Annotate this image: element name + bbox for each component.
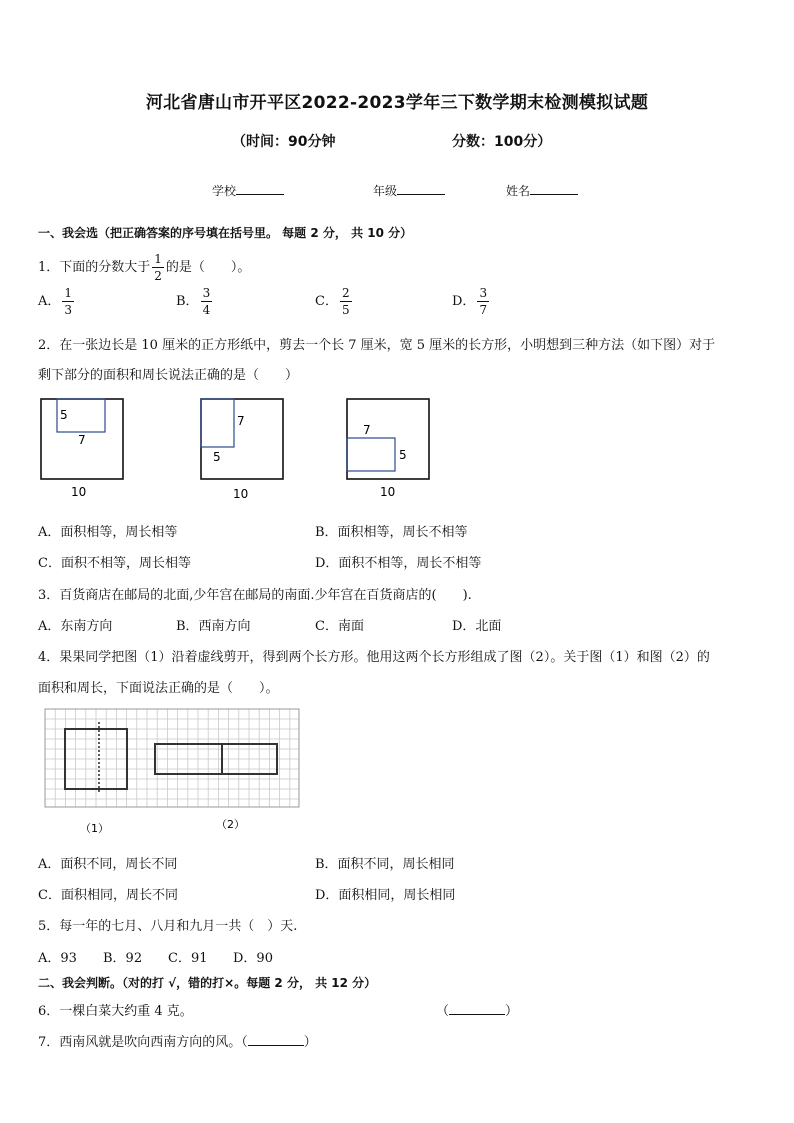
q5-option-c[interactable]: C．91 xyxy=(168,951,208,966)
q2-fig1-label-length: 7 xyxy=(78,433,86,447)
page-title: 河北省唐山市开平区2022-2023学年三下数学期末检测模拟试题 xyxy=(145,93,649,113)
question-4-line-2: 面积和周长，下面说法正确的是（ ）。 xyxy=(38,681,279,696)
q4-grid-figure xyxy=(44,708,304,838)
q2-fig3-label-side: 10 xyxy=(380,485,396,499)
name-field[interactable] xyxy=(506,182,578,199)
school-label: 学校 xyxy=(212,184,237,198)
q2-fig3-cut-rect xyxy=(347,438,395,471)
q1-option-d[interactable]: D． $\frac{3}{7}$ xyxy=(452,286,488,317)
q2-option-c[interactable]: C．面积不相等，周长相等 xyxy=(38,556,191,571)
q2-fig2-label-side: 10 xyxy=(233,487,249,501)
name-label: 姓名 xyxy=(506,184,531,198)
q1-option-a[interactable]: A． $\frac{1}{3}$ xyxy=(38,286,73,317)
q4-option-d[interactable]: D．面积相同，周长相同 xyxy=(315,888,456,903)
q2-fig2-label-width: 5 xyxy=(213,450,221,464)
q4-grid-border xyxy=(45,709,299,807)
q5-option-a[interactable]: A．93 xyxy=(38,951,77,966)
q5-option-b[interactable]: B．92 xyxy=(103,951,143,966)
fraction: $\frac{1}{2}$ xyxy=(154,252,162,283)
q1-option-b[interactable]: B． $\frac{3}{4}$ xyxy=(176,286,211,317)
section-1-heading: 一、我会选（把正确答案的序号填在括号里。 每题 2 分， 共 10 分） xyxy=(38,226,413,240)
q6-answer-blank[interactable]: （ ） xyxy=(436,1004,519,1019)
q3-option-c[interactable]: C．南面 xyxy=(315,619,364,634)
q4-fig1-caption: （1） xyxy=(80,822,109,835)
q2-option-d[interactable]: D．面积不相等，周长不相等 xyxy=(315,556,482,571)
q2-fig3-label-length: 7 xyxy=(363,423,371,437)
q2-fig2-cut-rect xyxy=(201,399,234,447)
q1-option-c[interactable]: C． $\frac{2}{5}$ xyxy=(315,286,350,317)
question-7: 7．西南风就是吹向西南方向的风。（ ） xyxy=(38,1035,317,1050)
q4-fig2-caption: （2） xyxy=(216,818,245,831)
q4-option-b[interactable]: B．面积不同，周长相同 xyxy=(315,857,455,872)
q2-fig1-label-side: 10 xyxy=(71,485,87,499)
section-2-heading: 二、我会判断。（对的打 √，错的打×。每题 2 分， 共 12 分） xyxy=(38,976,377,990)
q2-fig2-label-length: 7 xyxy=(237,414,245,428)
q2-option-b[interactable]: B．面积相等，周长不相等 xyxy=(315,525,468,540)
q2-fig3-label-width: 5 xyxy=(399,448,407,462)
total-score: 分数：100分） xyxy=(452,134,552,150)
q4-grid xyxy=(45,709,299,807)
q2-figures xyxy=(30,392,450,504)
q2-option-a[interactable]: A．面积相等，周长相等 xyxy=(38,525,178,540)
question-3: 3．百货商店在邮局的北面,少年宫在邮局的南面.少年宫在百货商店的( ). xyxy=(38,588,472,603)
q2-fig3-square xyxy=(347,399,429,479)
question-1: 1．下面的分数大于 $\frac{1}{2}$ 的是（ ）。 xyxy=(38,252,251,283)
school-field[interactable] xyxy=(212,182,284,199)
question-6: 6．一棵白菜大约重 4 克。 xyxy=(38,1004,193,1019)
q3-option-d[interactable]: D．北面 xyxy=(452,619,502,634)
question-2-line-1: 2．在一张边长是 10 厘米的正方形纸中，剪去一个长 7 厘米，宽 5 厘米的长方形，小明想到三种方法（如下图）对于 xyxy=(38,338,716,353)
q5-option-d[interactable]: D．90 xyxy=(233,951,273,966)
q4-option-c[interactable]: C．面积相同，周长不同 xyxy=(38,888,178,903)
time-limit: （时间：90分钟 xyxy=(232,134,336,150)
question-4-line-1: 4．果果同学把图（1）沿着虚线剪开，得到两个长方形。他用这两个长方形组成了图（2）。关于图（1）和图（2）的 xyxy=(38,650,710,665)
q4-option-a[interactable]: A．面积不同，周长不同 xyxy=(38,857,178,872)
grade-field[interactable] xyxy=(373,182,445,199)
q2-fig1-label-width: 5 xyxy=(60,408,68,422)
question-5: 5．每一年的七月、八月和九月一共（ ）天. xyxy=(38,919,298,934)
q2-fig2-square xyxy=(201,399,283,479)
grade-label: 年级 xyxy=(373,184,398,198)
q3-option-b[interactable]: B．西南方向 xyxy=(176,619,251,634)
question-2-line-2: 剩下部分的面积和周长说法正确的是（ ） xyxy=(38,368,299,383)
q3-option-a[interactable]: A．东南方向 xyxy=(38,619,113,634)
q7-answer-blank[interactable] xyxy=(248,1033,304,1046)
